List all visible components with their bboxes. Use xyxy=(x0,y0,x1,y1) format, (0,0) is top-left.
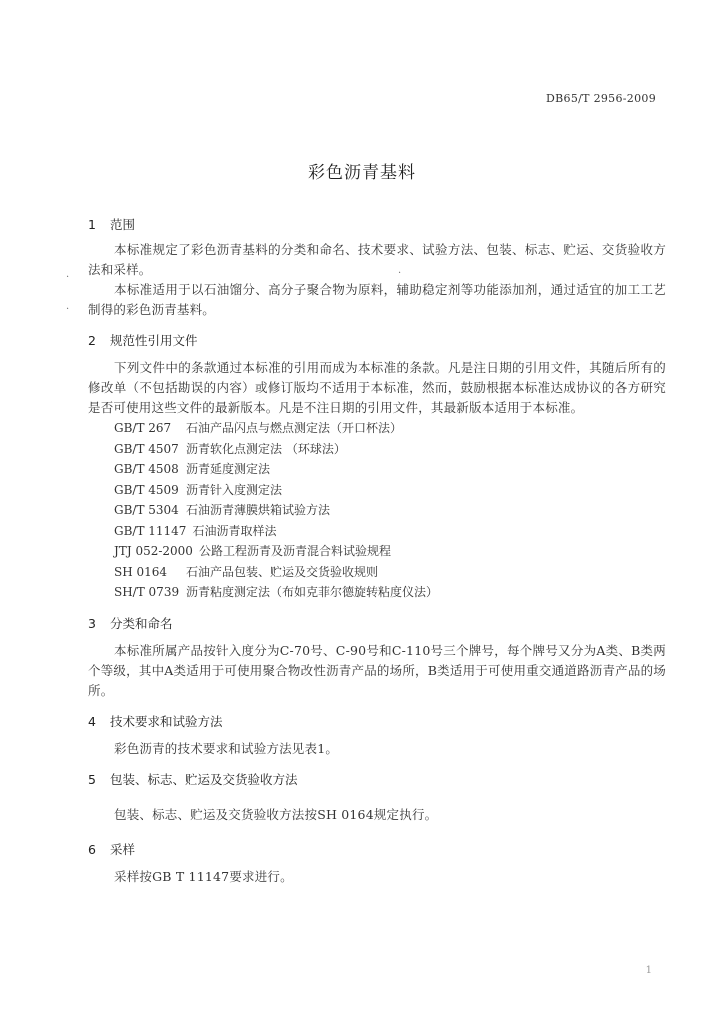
section-heading xyxy=(88,330,666,352)
document-title: 彩色沥青基料 xyxy=(308,163,416,183)
reference-item xyxy=(114,521,666,542)
section-number: 5 xyxy=(88,771,96,787)
section-heading xyxy=(88,769,666,791)
reference-name: 沥青延度测定法 xyxy=(186,462,271,476)
scan-speck: · xyxy=(66,272,70,283)
reference-item xyxy=(114,582,666,603)
section-normative-references xyxy=(88,330,666,603)
section-title: 采样 xyxy=(110,841,136,857)
section-number: 3 xyxy=(88,615,96,631)
paragraph: 本标准适用于以石油馏分、高分子聚合物为原料，辅助稳定剂等功能添加剂，通过适宜的加工工艺制得的彩色沥青基料。 xyxy=(88,282,666,317)
section-heading xyxy=(88,613,666,635)
section-technical-requirements xyxy=(88,711,666,759)
reference-code: GB/T 11147 xyxy=(114,523,187,538)
section-heading xyxy=(88,214,666,236)
reference-name: 石油产品闪点与燃点测定法（开口杯法） xyxy=(186,421,403,435)
document-body xyxy=(88,214,666,887)
reference-name: 公路工程沥青及沥青混合料试验规程 xyxy=(198,544,391,558)
section-title: 技术要求和试验方法 xyxy=(110,713,223,729)
reference-code: GB/T 267 xyxy=(114,421,172,435)
reference-item xyxy=(114,541,666,562)
section-sampling xyxy=(88,839,666,887)
reference-item xyxy=(114,418,666,439)
section-scope xyxy=(88,214,666,320)
section-title: 分类和命名 xyxy=(110,615,173,631)
section-heading xyxy=(88,711,666,733)
page-number: 1 xyxy=(645,965,652,976)
reference-item xyxy=(114,562,666,583)
section-title: 包装、标志、贮运及交货验收方法 xyxy=(110,771,298,787)
paragraph: 本标准规定了彩色沥青基料的分类和命名、技术要求、试验方法、包装、标志、贮运、交货验收方法和采样。 xyxy=(88,242,666,277)
standard-number: DB65/T 2956-2009 xyxy=(546,92,656,105)
paragraph: 采样按GB T 11147要求进行。 xyxy=(114,868,293,884)
section-packaging xyxy=(88,769,666,825)
reference-code: SH/T 0739 xyxy=(114,585,180,599)
reference-code: GB/T 5304 xyxy=(114,503,179,517)
section-title: 范围 xyxy=(110,217,136,232)
reference-code: GB/T 4507 xyxy=(114,441,179,456)
section-title: 规范性引用文件 xyxy=(110,333,198,348)
paragraph: 彩色沥青的技术要求和试验方法见表1。 xyxy=(114,740,339,756)
reference-name: 沥青针入度测定法 xyxy=(186,482,283,497)
section-number: 1 xyxy=(88,217,96,232)
paragraph: 下列文件中的条款通过本标准的引用而成为本标准的条款。凡是注日期的引用文件，其随后所有的修改单（不包括勘误的内容）或修订版均不适用于本标准，然而，鼓励根据本标准达成协议的各方研究是否可使用这些文件的最新版本。凡是不注日期的引用文件，其最新版本适用于本标准。 xyxy=(88,360,666,415)
section-classification xyxy=(88,613,666,701)
reference-list xyxy=(88,418,666,603)
section-number: 6 xyxy=(88,841,96,857)
section-number: 2 xyxy=(88,333,96,348)
reference-name: 沥青软化点测定法 （环球法） xyxy=(186,441,346,456)
reference-code: SH 0164 xyxy=(114,564,168,579)
reference-name: 石油沥青薄膜烘箱试验方法 xyxy=(186,503,331,517)
reference-code: GB/T 4509 xyxy=(114,482,179,497)
scan-speck: · xyxy=(66,304,70,315)
section-heading xyxy=(88,839,666,861)
reference-name: 石油产品包装、贮运及交货验收规则 xyxy=(186,564,379,579)
reference-item xyxy=(114,459,666,480)
reference-name: 沥青粘度测定法（布如克菲尔德旋转粘度仪法） xyxy=(186,585,439,599)
reference-item xyxy=(114,439,666,460)
section-number: 4 xyxy=(88,713,96,729)
reference-item xyxy=(114,480,666,501)
reference-code: GB/T 4508 xyxy=(114,462,179,476)
reference-item xyxy=(114,500,666,521)
paragraph: 本标准所属产品按针入度分为C-70号、C-90号和C-110号三个牌号，每个牌号又分为A类、B类两个等级，其中A类适用于可使用聚合物改性沥青产品的场所，B类适用于可使用重交通道路沥青产品的场所。 xyxy=(88,642,666,698)
reference-name: 石油沥青取样法 xyxy=(192,523,277,538)
paragraph: 包装、标志、贮运及交货验收方法按SH 0164规定执行。 xyxy=(114,806,438,822)
reference-code: JTJ 052-2000 xyxy=(114,544,193,558)
scan-speck: · xyxy=(398,268,402,279)
